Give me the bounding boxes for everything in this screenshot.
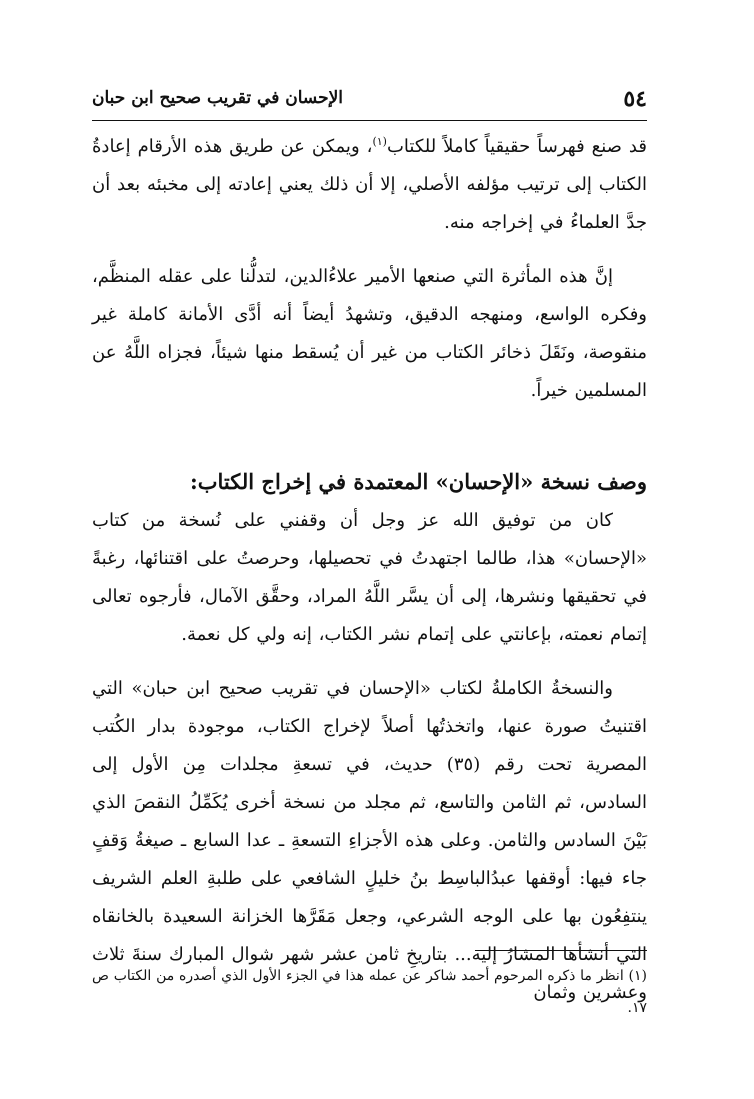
paragraph-4: والنسخةُ الكاملةُ لكتاب «الإحسان في تقريب صحيح ابن حبان» التي اقتنيتُ صورة عنها، واتخذتُها أصلاً لإخراج الكتاب، موجودة بدار الكُتب المصرية تحت رقم (٣٥) حديث، في تسعةِ مجلدات مِن الأول إلى السادس، ثم الثامن والتاسع، ثم مجلد من نسخة أخرى يُكَمِّلُ النقصَ الذي بَيْنَ السادس والثامن. وعلى هذه الأجزاءِ التسعةِ ـ عدا السابع ـ صيغةُ وَقفٍ جاء فيها: أوقفها عبدُالباسِط بنُ خليلٍ الشافعي على طلبةِ العلم الشريف ينتفِعُون بها على الوجه الشرعي، وجعل مَقَرَّها الخزانة السعيدة بالخانقاه التي أنشأها المشارُ إليه... بتاريخِ ثامن عشر شهر شوال المبارك سنةَ ثلاث وعشرين وثمان [92,678,647,1003]
page-number: ٥٤ [623,86,647,112]
paragraph-3: كان من توفيق الله عز وجل أن وقفني على نُسخة من كتاب «الإحسان» هذا، طالما اجتهدتُ في تحصيلها، وحرصتُ على اقتنائها، رغبةً في تحقيقها ونشرها، إلى أن يسَّر اللَّهُ المراد، وحقَّق الآمال، فأرجوه تعالى إتمام نعمته، بإعانتي على إتمام نشر الكتاب، إنه ولي كل نعمة. [92,510,647,645]
page-body [92,128,647,1012]
section-heading: وصف نسخة «الإحسان» المعتمدة في إخراج الكتاب: [190,469,647,494]
paragraph-1-text-after: ، ويمكن عن طريق هذه الأرقام إعادةُ الكتاب إلى ترتيب مؤلفه الأصلي، إلا أن ذلك يعني إعادته إلى مخبئه بعد أن جدَّ العلماءُ في إخراجه منه. [92,136,647,233]
page-header [92,84,647,121]
paragraph-1-text: قد صنع فهرساً حقيقياً كاملاً للكتاب [386,136,647,157]
running-title: الإحسان في تقريب صحيح ابن حبان [92,88,343,108]
paragraph-1 [92,128,647,242]
footnote-marker: (١) [372,135,387,148]
footnote-divider [475,950,647,951]
footnote: (١) انظر ما ذكره المرحوم أحمد شاكر عن عمله هذا في الجزء الأول الذي أصدره من الكتاب ص ١٧. [92,968,647,1016]
paragraph-2: إنَّ هذه المأثرة التي صنعها الأمير علاءُالدين، لتدلُّنا على عقله المنظَّم، وفكره الواسع، ومنهجه الدقيق، وتشهدُ أيضاً أنه أدَّى الأمانة كاملة غير منقوصة، ونَقَلَ ذخائر الكتاب من غير أن يُسقط منها شيئاً، فجزاه اللَّهُ عن المسلمين خيراً. [92,266,647,401]
